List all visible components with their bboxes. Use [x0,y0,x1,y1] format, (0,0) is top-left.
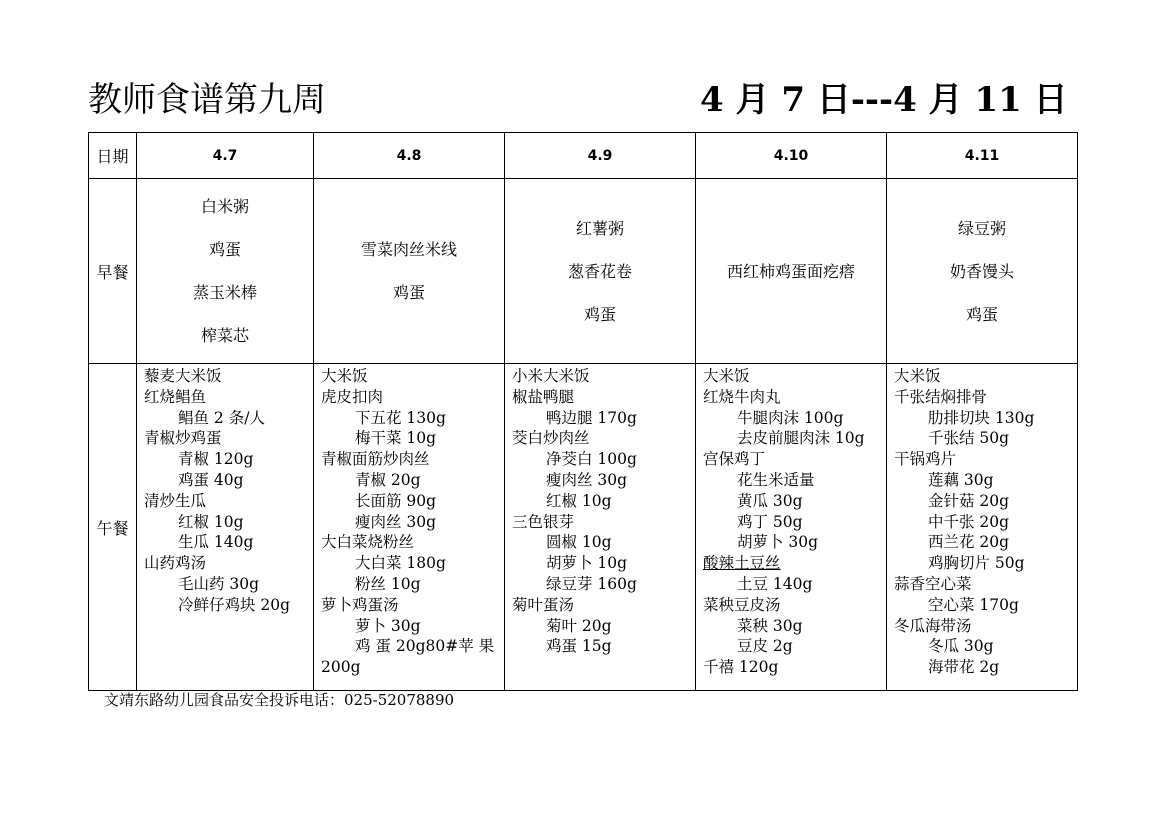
ingredient-line: 菊叶 20g [546,616,612,635]
dish-line: 干锅鸡片 [894,450,957,469]
dish-line: 宫保鸡丁 [703,450,766,469]
menu-table [88,132,1078,691]
ingredient-line: 毛山药 30g [178,574,260,593]
ingredient-line: 金针菇 20g [928,491,1010,510]
breakfast-item: 绿豆粥 [957,218,1006,238]
breakfast-item: 西红柿鸡蛋面疙瘩 [726,261,855,281]
ingredient-line: 冷鲜仔鸡块 20g [178,595,291,614]
ingredient-line: 鸡胸切片 50g [928,554,1025,573]
ingredient-line: 大白菜 180g [355,554,446,573]
ingredient-line: 胡萝卜 30g [737,533,819,552]
dish-line: 千张结焖排骨 [894,387,988,406]
breakfast-row [89,179,1078,364]
breakfast-item: 榨菜芯 [200,326,249,345]
ingredient-line: 土豆 140g [737,574,813,593]
dish-line: 酸辣土豆丝 [703,554,781,573]
ingredient-line: 绿豆芽 160g [546,574,637,593]
dish-line: 藜麦大米饭 [144,367,222,385]
ingredient-line: 瘦肉丝 30g [355,512,437,531]
lunch-cell [505,364,696,691]
ingredient-line: 青椒 120g [178,450,254,469]
lunch-cell [137,364,314,691]
breakfast-cell [314,179,505,364]
dish-line: 菜秧豆皮汤 [703,595,781,614]
dish-line: 大米饭 [894,367,941,385]
lunch-row [89,364,1078,691]
ingredient-line: 西兰花 20g [928,533,1010,552]
ingredient-line: 净茭白 100g [546,450,637,469]
dish-line: 红烧牛肉丸 [703,387,781,406]
ingredient-line: 中千张 20g [928,512,1010,531]
date-range: 4 月 7 日---4 月 11 日 [700,80,1068,120]
ingredient-line: 下五花 130g [355,408,446,427]
dish-line: 青椒炒鸡蛋 [144,429,222,448]
dish-line: 三色银芽 [512,512,575,531]
ingredient-line: 鲳鱼 2 条/人 [178,408,265,427]
dish-line: 冬瓜海带汤 [894,616,972,635]
breakfast-item: 红薯粥 [575,218,624,238]
ingredient-line: 长面筋 90g [355,491,437,510]
complaint-hotline: 文靖东路幼儿园食品安全投诉电话：025-52078890 [104,691,455,709]
ingredient-line: 菜秧 30g [737,616,803,635]
ingredient-line: 生瓜 140g [178,533,254,552]
breakfast-item: 葱香花卷 [567,261,632,281]
breakfast-item: 鸡蛋 [208,240,241,259]
ingredient-line: 红椒 10g [178,512,244,531]
ingredient-line: 千张结 50g [928,429,1010,448]
ingredient-line: 牛腿肉沫 100g [737,408,844,427]
breakfast-item: 奶香馒头 [949,261,1014,281]
lunch-cell [696,364,887,691]
breakfast-label: 早餐 [89,179,137,364]
ingredient-line: 粉丝 10g [355,574,421,593]
ingredient-line: 鸡丁 50g [737,512,803,531]
date-cell: 4.7 [137,133,314,179]
date-header-row [89,133,1078,179]
ingredient-line: 鸭边腿 170g [546,408,637,427]
lunch-cell [314,364,505,691]
breakfast-cell [887,179,1078,364]
dish-line: 大白菜烧粉丝 [321,533,415,552]
ingredient-line: 梅干菜 10g [355,429,437,448]
lunch-cell [887,364,1078,691]
ingredient-line: 肋排切块 130g [928,408,1035,427]
ingredient-line: 空心菜 170g [928,595,1019,614]
dish-line: 千禧 120g [703,658,779,677]
ingredient-line: 豆皮 2g [737,637,793,656]
ingredient-line: 鸡蛋 15g [546,637,612,656]
dish-line: 小米大米饭 [512,367,590,385]
ingredient-line: 萝卜 30g [355,616,421,635]
dish-line: 茭白炒肉丝 [512,429,590,448]
ingredient-line: 圆椒 10g [546,533,612,552]
breakfast-item: 鸡蛋 [392,283,425,302]
date-cell: 4.11 [887,133,1078,179]
ingredient-line: 冬瓜 30g [928,637,994,656]
breakfast-item: 鸡蛋 [583,304,616,324]
breakfast-item: 蒸玉米棒 [192,283,257,302]
date-label: 日期 [89,133,137,179]
breakfast-cell [696,179,887,364]
date-cell: 4.9 [505,133,696,179]
breakfast-cell [137,179,314,364]
breakfast-item: 白米粥 [200,197,249,216]
ingredient-line: 海带花 2g [928,658,1000,677]
dish-line: 菊叶蛋汤 [512,595,575,614]
page-title: 教师食谱第九周 [88,80,326,120]
dish-line: 虎皮扣肉 [321,387,384,406]
date-cell: 4.10 [696,133,887,179]
date-cell: 4.8 [314,133,505,179]
dish-line: 200g [321,658,361,677]
breakfast-cell [505,179,696,364]
ingredient-line: 青椒 20g [355,470,421,489]
dish-line: 山药鸡汤 [144,554,207,573]
dish-line: 蒜香空心菜 [894,574,972,593]
ingredient-line: 瘦肉丝 30g [546,470,628,489]
dish-line: 大米饭 [703,367,750,385]
breakfast-item: 鸡蛋 [965,304,998,324]
dish-line: 红烧鲳鱼 [144,387,207,406]
dish-line: 萝卜鸡蛋汤 [321,595,399,614]
ingredient-line: 莲藕 30g [928,470,994,489]
dish-line: 椒盐鸭腿 [512,387,575,406]
ingredient-line: 鸡 蛋 20g80#苹 果 [355,637,495,656]
ingredient-line: 鸡蛋 40g [178,470,244,489]
ingredient-line: 胡萝卜 10g [546,554,628,573]
ingredient-line: 去皮前腿肉沫 10g [737,429,865,448]
dish-line: 清炒生瓜 [144,491,207,510]
dish-line: 青椒面筋炒肉丝 [321,450,430,469]
ingredient-line: 黄瓜 30g [737,491,803,510]
lunch-label: 午餐 [89,364,137,691]
ingredient-line: 红椒 10g [546,491,612,510]
dish-line: 大米饭 [321,367,368,385]
breakfast-item: 雪菜肉丝米线 [360,240,457,259]
ingredient-line: 花生米适量 [737,470,815,489]
